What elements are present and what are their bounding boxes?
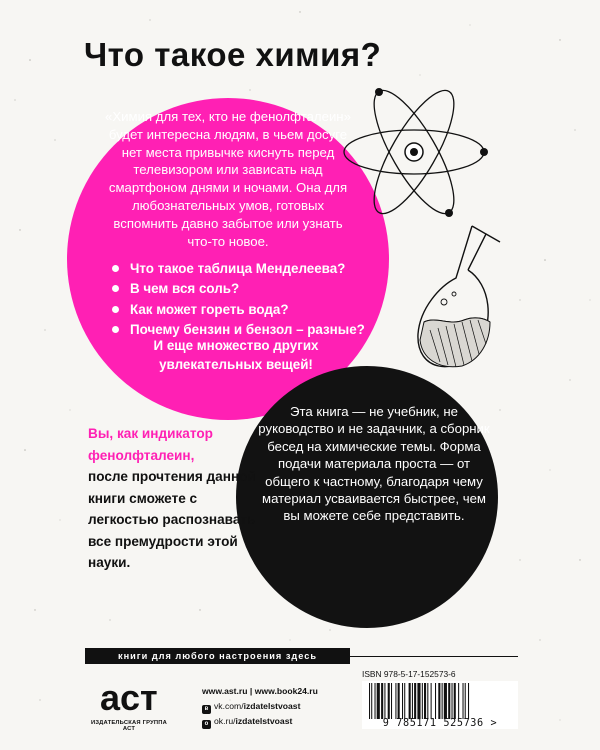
barcode-bar	[381, 683, 383, 719]
barcode-bar	[404, 683, 405, 719]
barcode-bar	[424, 683, 426, 719]
barcode-bar	[431, 683, 432, 719]
barcode-bar	[398, 683, 400, 719]
barcode-bar	[452, 683, 453, 719]
barcode-bar	[384, 683, 385, 719]
barcode-bar	[375, 683, 376, 719]
indicator-rest: после прочтения данной книги сможете с легкостью распознавать все премудрости этой науки.	[88, 469, 256, 570]
barcode-bar	[414, 683, 416, 719]
atom-icon	[339, 82, 489, 222]
publisher-links	[202, 684, 318, 729]
barcode-bar	[369, 683, 370, 719]
divider	[350, 656, 518, 657]
barcode-bar	[468, 683, 469, 719]
vk-icon: в	[202, 705, 211, 714]
ok-icon: о	[202, 720, 211, 729]
barcode-bar	[435, 683, 436, 719]
barcode-bar	[422, 683, 423, 719]
publisher-name: ИЗДАТЕЛЬСКАЯ ГРУППА АСТ	[90, 720, 167, 732]
barcode-bar	[409, 683, 411, 719]
barcode-bar	[377, 683, 380, 719]
barcode-bar	[454, 683, 456, 719]
more-text: И еще множество других увлекательных вещей!	[153, 338, 319, 372]
barcode-digits: 9 785171 525736 >	[382, 718, 498, 729]
barcode-bar	[465, 683, 466, 719]
intro-text: «Химия для тех, кто не фенолфталеин» будет интересна людям, в чьем досуге нет места привычке киснуть перед телевизором или зависать над смартфоном днями и ночами. Она для любознательных умов, готовых вспомнить давно забытое или узнать что-то новое.	[105, 109, 351, 249]
list-item: В чем вся соль?	[110, 279, 380, 299]
indicator-highlight: Вы, как индикатор фенолфталеин,	[88, 426, 213, 463]
list-item: Почему бензин и бензол – разные?	[110, 320, 380, 340]
barcode-bar	[417, 683, 420, 719]
barcode-bar	[412, 683, 413, 719]
barcode-bar	[448, 683, 450, 719]
ast-logo	[96, 670, 160, 716]
indicator-text	[88, 423, 258, 574]
list-item: Что такое таблица Менделеева?	[110, 259, 380, 279]
barcode-bar	[371, 683, 372, 719]
barcode-bar	[395, 683, 396, 719]
list-item: Как может гореть вода?	[110, 300, 380, 320]
barcode	[362, 681, 518, 729]
publisher-logo	[84, 670, 174, 732]
sites-link[interactable]: www.ast.ru | www.book24.ru	[202, 686, 318, 696]
barcode-bar	[458, 683, 459, 719]
barcode-bar	[391, 683, 392, 719]
isbn: ISBN 978-5-17-152573-6	[362, 669, 456, 679]
barcode-bar	[463, 683, 464, 719]
logo-text: аст	[100, 677, 158, 716]
barcode-bar	[388, 683, 390, 719]
tagline-banner: книги для любого настроения здесь	[85, 648, 350, 664]
questions-list	[110, 259, 380, 340]
barcode-bar	[427, 683, 428, 719]
ok-link[interactable]: о ok.ru/izdatelstvoast	[202, 714, 318, 729]
about-text: Эта книга — не учебник, не руководство и не задачник, а сборник бесед на химические темы. Форма подачи материала проста — от общего к частному, благодаря чему материал усваивается быстрее, чем вы можете себе представить.	[258, 404, 490, 524]
vk-link[interactable]: в vk.com/izdatelstvoast	[202, 699, 318, 714]
barcode-bar	[444, 683, 447, 719]
barcode-bar	[438, 683, 440, 719]
flask-icon	[410, 222, 510, 377]
page-title: Что такое химия?	[84, 36, 382, 73]
barcode-bars	[365, 683, 515, 719]
barcode-bar	[442, 683, 443, 719]
barcode-bar	[402, 683, 403, 719]
